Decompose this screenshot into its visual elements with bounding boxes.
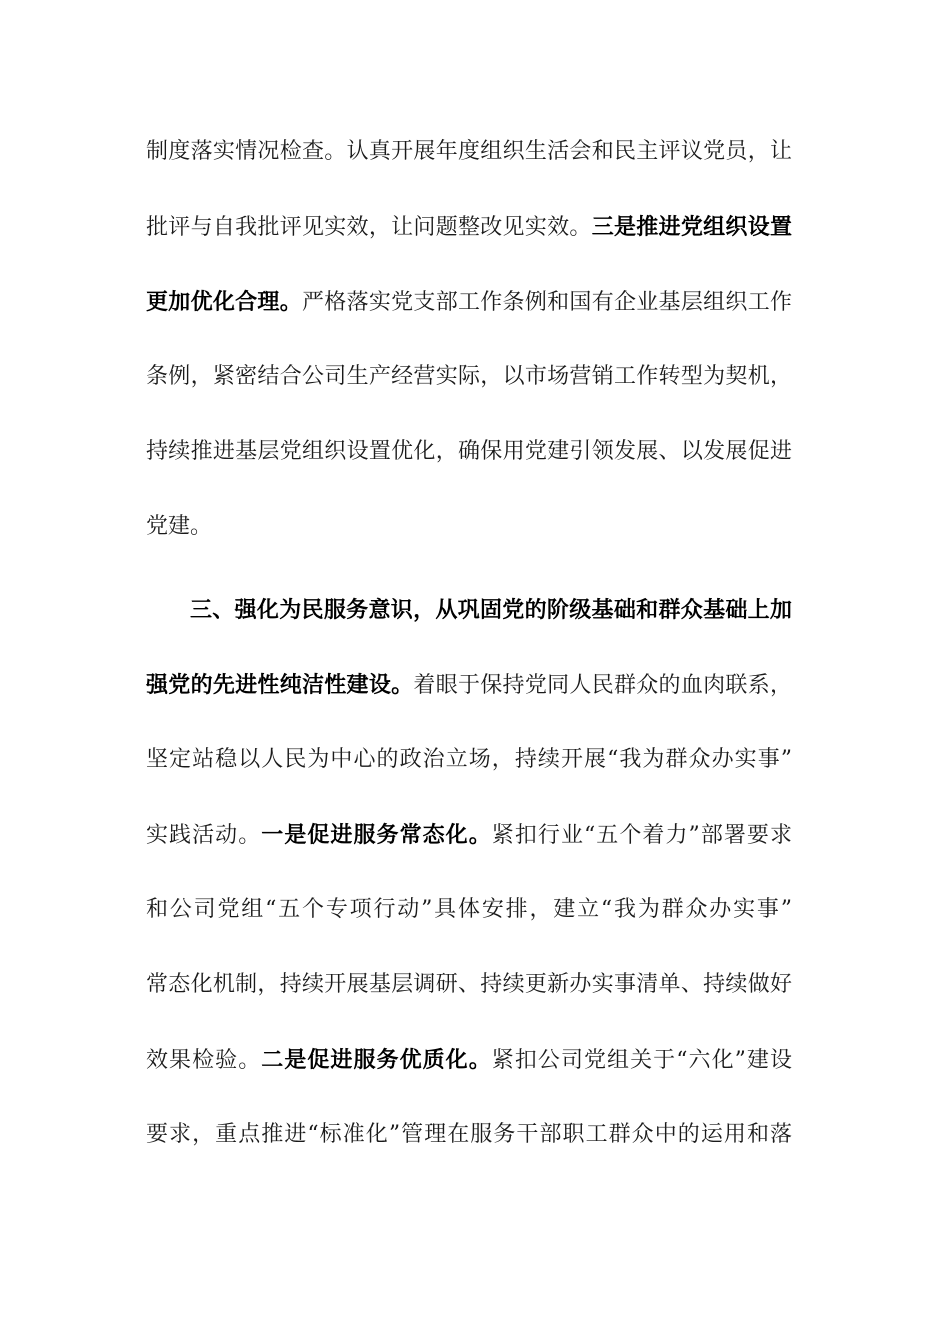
- body-line-3: [146, 287, 792, 317]
- text-run: 紧扣公司党组关于“六化”建设: [491, 1048, 792, 1073]
- text-run: 紧扣行业“五个着力”部署要求: [491, 823, 792, 848]
- text-run: 严格落实党支部工作条例和国有企业基层组织工作: [302, 290, 792, 315]
- body-line-9: [146, 745, 792, 775]
- text-run: 效果检验。: [146, 1048, 262, 1073]
- bold-heading-run: 三是推进党组织设置: [591, 214, 792, 240]
- body-line-8: [146, 670, 792, 700]
- text-run: 条例，紧密结合公司生产经营实际，以市场营销工作转型为契机，: [146, 364, 792, 389]
- section-heading-line: [190, 595, 792, 625]
- text-run: 常态化机制，持续开展基层调研、持续更新办实事清单、持续做好: [146, 972, 792, 997]
- text-run: 持续推进基层党组织设置优化，确保用党建引领发展、以发展促进: [146, 439, 792, 464]
- body-line-14: [146, 1120, 792, 1150]
- text-run: 党建。: [146, 514, 213, 539]
- body-line-4: [146, 362, 792, 392]
- body-line-6: [146, 512, 792, 542]
- text-run: 和公司党组“五个专项行动”具体安排，建立“我为群众办实事”: [146, 897, 792, 922]
- bold-heading-run: 强党的先进性纯洁性建设。: [146, 672, 414, 698]
- body-line-11: [146, 895, 792, 925]
- text-run: 坚定站稳以人民为中心的政治立场，持续开展“我为群众办实事”: [146, 747, 792, 772]
- body-line-13: [146, 1045, 792, 1075]
- text-run: 批评与自我批评见实效，让问题整改见实效。: [146, 215, 592, 240]
- bold-heading-run: 一是促进服务常态化。: [261, 822, 492, 848]
- body-line-12: [146, 970, 792, 1000]
- text-run: 制度落实情况检查。认真开展年度组织生活会和民主评议党员，让: [146, 139, 792, 164]
- bold-heading-run: 二是促进服务优质化。: [261, 1047, 492, 1073]
- body-line-1: [146, 137, 792, 167]
- body-line-2: [146, 212, 792, 242]
- text-run: 实践活动。: [146, 823, 262, 848]
- body-line-10: [146, 820, 792, 850]
- body-line-5: [146, 437, 792, 467]
- text-run: 要求，重点推进“标准化”管理在服务干部职工群众中的运用和落: [146, 1122, 792, 1147]
- text-run: 着眼于保持党同人民群众的血肉联系，: [413, 673, 792, 698]
- section-heading: 三、强化为民服务意识，从巩固党的阶级基础和群众基础上加: [190, 597, 792, 623]
- bold-heading-run: 更加优化合理。: [146, 289, 302, 315]
